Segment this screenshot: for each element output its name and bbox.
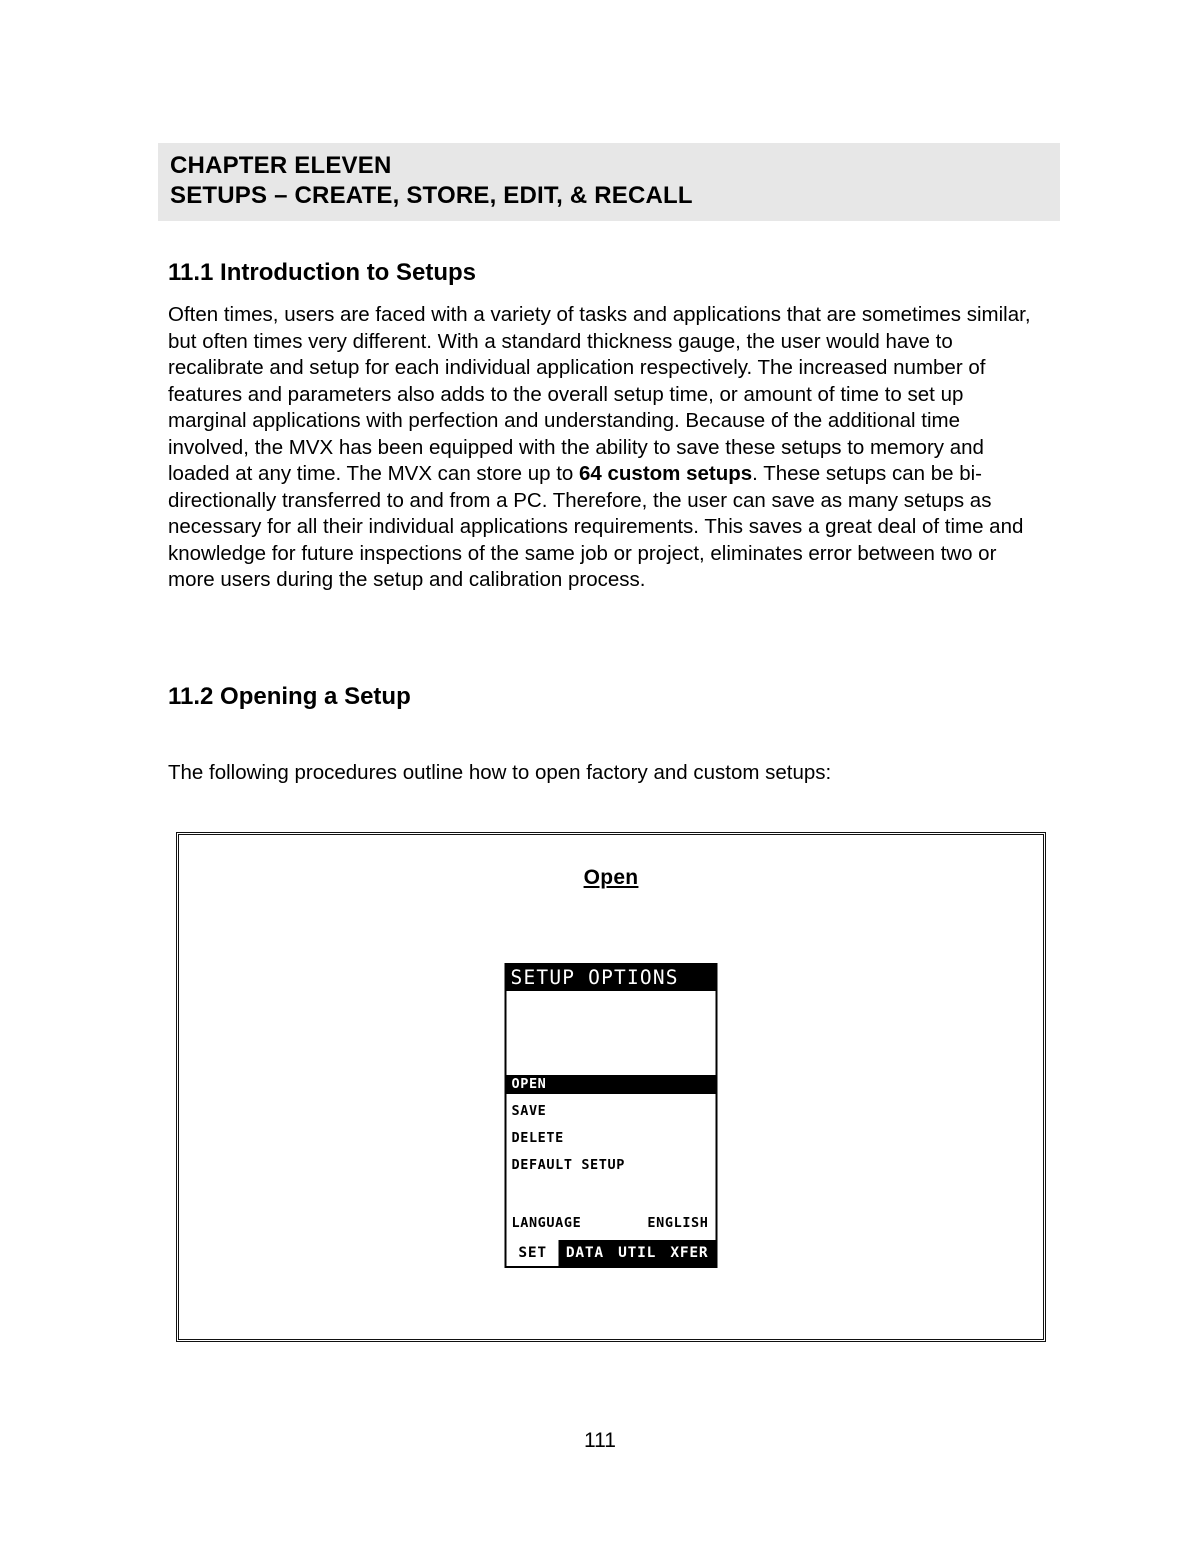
- page-number: 111: [584, 1429, 616, 1452]
- lcd-tab-util[interactable]: UTIL: [618, 1245, 657, 1261]
- figure-container: [176, 832, 1046, 1342]
- paragraph-procedures: The following procedures outline how to open factory and custom setups:: [168, 761, 832, 784]
- chapter-title-line-1: CHAPTER ELEVEN: [170, 152, 392, 179]
- figure-title: Open: [583, 866, 639, 889]
- lcd-language-value: ENGLISH: [647, 1215, 709, 1231]
- lcd-tab-xfer[interactable]: XFER: [670, 1245, 709, 1261]
- section-heading-11-1: 11.1 Introduction to Setups: [168, 259, 477, 286]
- gauge-lcd-screen: [505, 963, 718, 1268]
- chapter-title-line-2: SETUPS – CREATE, STORE, EDIT, & RECALL: [170, 182, 693, 209]
- chapter-header-band: [158, 143, 1060, 221]
- lcd-menu-item-save[interactable]: SAVE: [511, 1103, 547, 1119]
- lcd-tab-data[interactable]: DATA: [565, 1245, 604, 1261]
- lcd-language-label: LANGUAGE: [511, 1215, 582, 1231]
- lcd-tab-bar: [507, 1240, 716, 1266]
- paragraph-introduction: [168, 302, 1042, 594]
- paragraph-intro-emphasis: 64 custom setups: [579, 462, 753, 485]
- lcd-menu-list: [507, 1075, 716, 1183]
- paragraph-intro-part-1: Often times, users are faced with a variety of tasks and applications that are sometimes similar, but often times very different. With a standard thickness gauge, the user would have to recalibrate and setup for each individual application respectively. The increased number of features and parameters also adds to the overall setup time, or amount of time to set up marginal applications with perfection and understanding. Because of the additional time involved, the MVX has been equipped with the ability to save these setups to memory and loaded at any time. The MVX can store up to: [168, 303, 1031, 485]
- lcd-menu-item-default-setup[interactable]: DEFAULT SETUP: [511, 1157, 625, 1173]
- lcd-titlebar: SETUP OPTIONS: [507, 965, 716, 991]
- paragraph-intro-part-2: . These setups can be bi-directionally transferred to and from a PC. Therefore, the user can save as many setups as necessary for all their individual applications requirements. This saves a great deal of time and knowledge for future inspections of the same job or project, eliminates error between two or more users during the setup and calibration process.: [168, 462, 1024, 591]
- lcd-tab-set[interactable]: SET: [507, 1240, 559, 1266]
- lcd-body: [507, 991, 716, 1240]
- lcd-language-row[interactable]: [507, 1215, 716, 1232]
- section-heading-11-2: 11.2 Opening a Setup: [168, 683, 411, 710]
- lcd-menu-item-delete[interactable]: DELETE: [511, 1130, 564, 1146]
- lcd-menu-item-open[interactable]: OPEN: [507, 1075, 716, 1094]
